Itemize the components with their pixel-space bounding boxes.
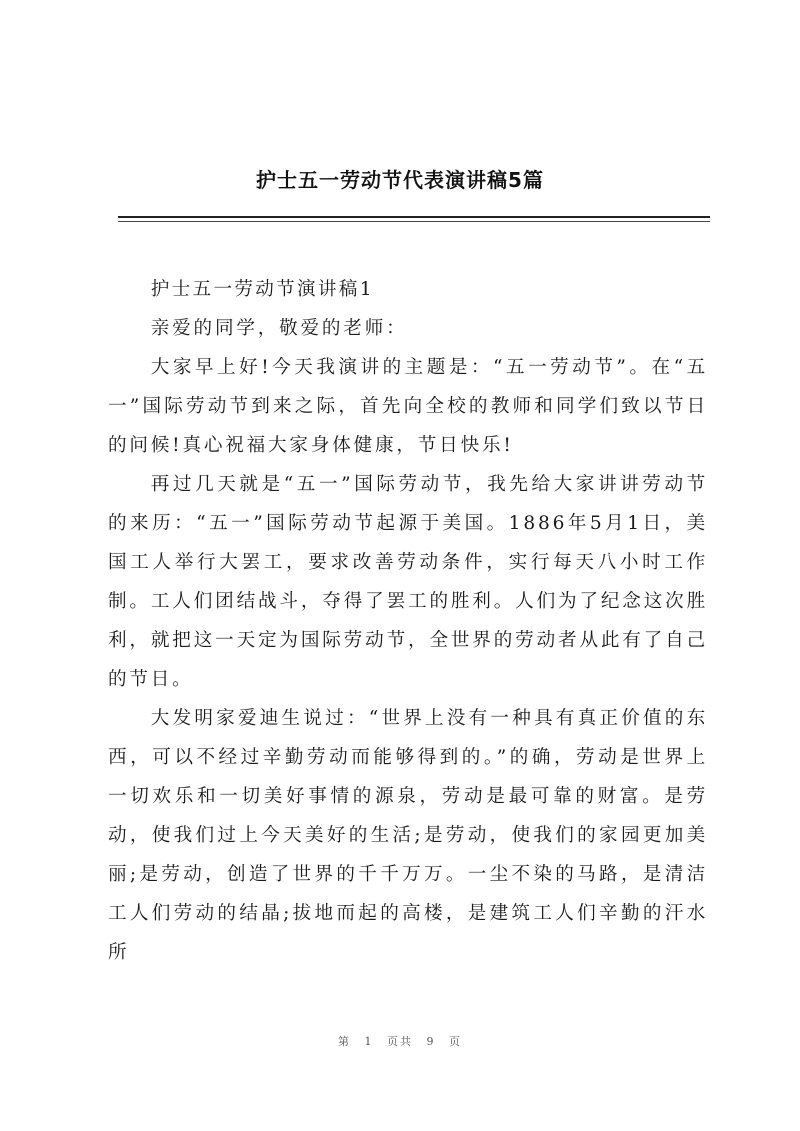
document-title: 护士五一劳动节代表演讲稿5篇 [256, 168, 544, 192]
title-rule-thick [118, 216, 710, 218]
title-rule-thin [118, 221, 710, 222]
salutation: 亲爱的同学，敬爱的老师： [150, 318, 408, 339]
paragraph: 再过几天就是“五一”国际劳动节，我先给大家讲讲劳动节的来历：“五一”国际劳动节起源于美国。1886年5月1日，美国工人举行大罢工，要求改善劳动条件，实行每天八小时工作制。工人们团结战斗，夺得了罢工的胜利。人们为了纪念这次胜利，就把这一天定为国际劳动节，全世界的劳动者从此有了自己的节日。 [108, 474, 708, 690]
document-body [108, 270, 708, 972]
paragraph: 大家早上好!今天我演讲的主题是：“五一劳动节”。在“五一”国际劳动节到来之际，首先向全校的教师和同学们致以节日的问候!真心祝福大家身体健康，节日快乐! [108, 357, 708, 456]
section-heading: 护士五一劳动节演讲稿1 [150, 279, 374, 300]
paragraph: 大发明家爱迪生说过：“世界上没有一种具有真正价值的东西，可以不经过辛勤劳动而能够得到的。”的确，劳动是世界上一切欢乐和一切美好事情的源泉，劳动是最可靠的财富。是劳动，使我们过上今天美好的生活;是劳动，使我们的家园更加美丽;是劳动，创造了世界的千千万万。一尘不染的马路，是清洁工人们劳动的结晶;拔地而起的高楼，是建筑工人们辛勤的汗水所 [108, 708, 708, 963]
page-footer: 第 1 页共 9 页 [338, 1035, 462, 1048]
